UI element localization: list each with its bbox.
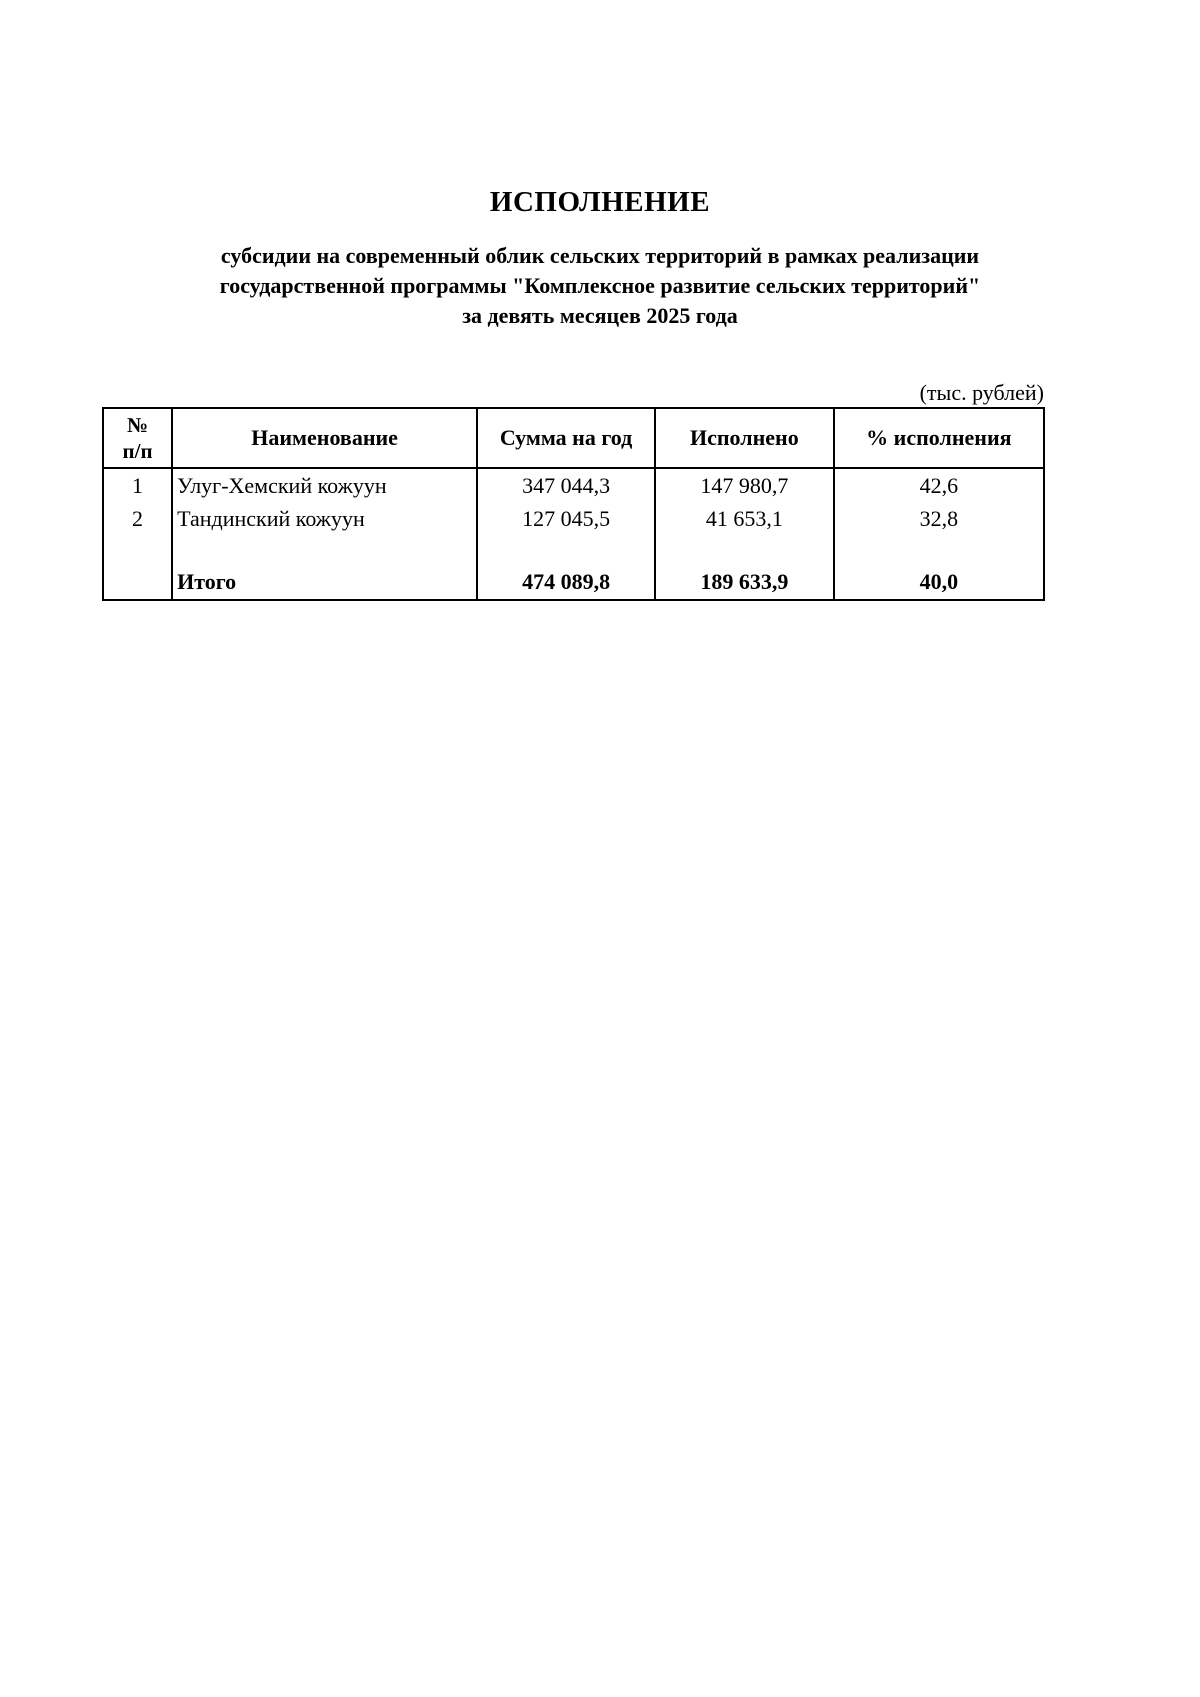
row-number: 2 — [103, 502, 172, 535]
header-pct: % исполнения — [834, 408, 1044, 468]
subtitle-line: за девять месяцев 2025 года — [462, 303, 738, 328]
header-done: Исполнено — [655, 408, 834, 468]
execution-table — [102, 407, 1045, 601]
row-done: 147 980,7 — [655, 468, 834, 502]
document-title: ИСПОЛНЕНИЕ — [489, 186, 711, 218]
units-label: (тыс. рублей) — [919, 380, 1044, 405]
document-subtitle — [0, 241, 1200, 331]
total-pct: 40,0 — [834, 565, 1044, 600]
table-spacer-row — [103, 535, 1044, 565]
header-name: Наименование — [172, 408, 477, 468]
row-sum: 127 045,5 — [477, 502, 655, 535]
table-header-row — [103, 408, 1044, 468]
subtitle-line: государственной программы "Комплексное развитие сельских территорий" — [219, 273, 981, 298]
total-name: Итого — [172, 565, 477, 600]
total-sum: 474 089,8 — [477, 565, 655, 600]
header-sum: Сумма на год — [477, 408, 655, 468]
row-pct: 42,6 — [834, 468, 1044, 502]
subtitle-line: субсидии на современный облик сельских территорий в рамках реализации — [220, 243, 980, 268]
header-number-pp: п/п — [122, 439, 153, 463]
header-number — [103, 408, 172, 468]
row-number: 1 — [103, 468, 172, 502]
row-done: 41 653,1 — [655, 502, 834, 535]
header-number-sign: № — [127, 413, 149, 437]
row-pct: 32,8 — [834, 502, 1044, 535]
row-name: Улуг-Хемский кожуун — [172, 468, 477, 502]
table-row — [103, 502, 1044, 535]
table-total-row — [103, 565, 1044, 600]
total-done: 189 633,9 — [655, 565, 834, 600]
table-row — [103, 468, 1044, 502]
row-name: Тандинский кожуун — [172, 502, 477, 535]
row-sum: 347 044,3 — [477, 468, 655, 502]
